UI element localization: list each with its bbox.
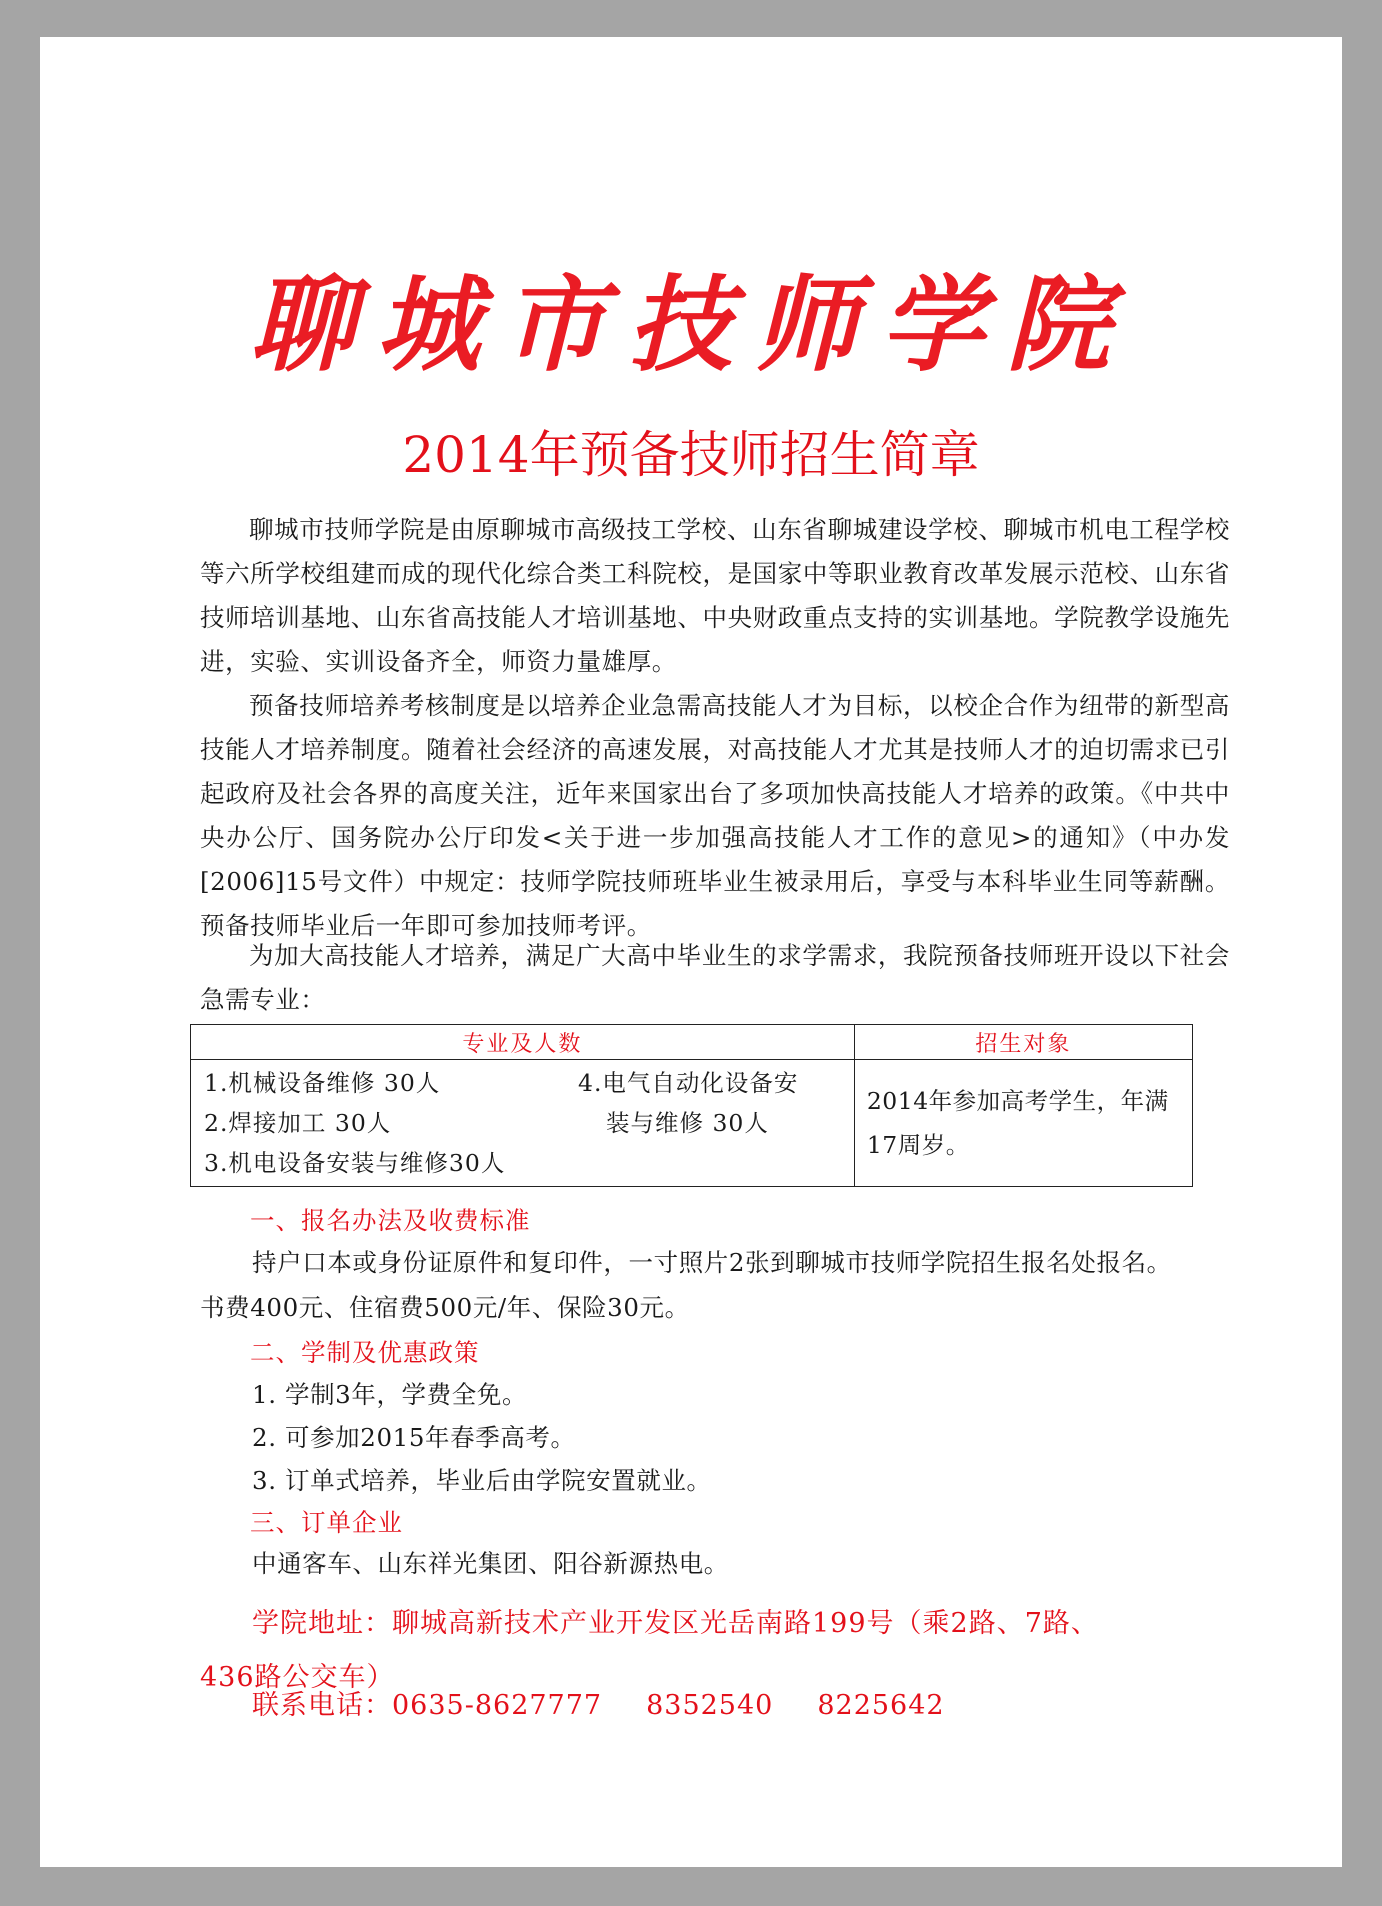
majors-cell [191, 1060, 855, 1187]
major-item: 4.电气自动化设备安 [578, 1069, 799, 1097]
major-item: 装与维修 30人 [606, 1109, 769, 1137]
major-item: 3.机电设备安装与维修30人 [204, 1149, 506, 1177]
target-cell: 2014年参加高考学生，年满17周岁。 [854, 1060, 1192, 1187]
table-row [191, 1060, 1193, 1187]
school-name-title: 聊城市技师学院 [249, 263, 1132, 386]
section-line: 中通客车、山东祥光集团、阳谷新源热电。 [252, 1549, 729, 1578]
section-line: 2. 可参加2015年春季高考。 [252, 1423, 576, 1452]
section-title-registration: 一、报名办法及收费标准 [250, 1206, 531, 1235]
major-item: 2.焊接加工 30人 [204, 1109, 392, 1137]
section-line: 书费400元、住宿费500元/年、保险30元。 [200, 1293, 690, 1322]
header-majors: 专业及人数 [191, 1025, 855, 1060]
section-line: 持户口本或身份证原件和复印件，一寸照片2张到聊城市技师学院招生报名处报名。 [252, 1248, 1172, 1277]
intro-paragraph [200, 508, 1230, 684]
section-title-companies: 三、订单企业 [250, 1508, 403, 1537]
phone-number: 8352540 [646, 1690, 774, 1721]
section-line: 3. 订单式培养，毕业后由学院安置就业。 [252, 1466, 712, 1495]
majors-intro-paragraph [200, 934, 1230, 1022]
address-line: 436路公交车） [200, 1662, 395, 1693]
contact-phones [252, 1681, 945, 1731]
phone-number: 8225642 [817, 1690, 945, 1721]
address-line: 学院地址：聊城高新技术产业开发区光岳南路199号（乘2路、7路、 [252, 1608, 1099, 1639]
section-title-policy: 二、学制及优惠政策 [250, 1338, 480, 1367]
major-item: 1.机械设备维修 30人 [204, 1069, 441, 1097]
section-line: 1. 学制3年，学费全免。 [252, 1380, 528, 1409]
paragraph-text: 为加大高技能人才培养，满足广大高中毕业生的求学需求，我院预备技师班开设以下社会急需专业： [200, 941, 1230, 1014]
paragraph-text: 预备技师培养考核制度是以培养企业急需高技能人才为目标，以校企合作为纽带的新型高技能人才培养制度。随着社会经济的高速发展，对高技能人才尤其是技师人才的迫切需求已引起政府及社会各界的高度关注，近年来国家出台了多项加快高技能人才培养的政策。《中共中央办公厅、国务院办公厅印发<关于进一步加强高技能人才工作的意见>的通知》（中办发[2006]15号文件）中规定：技师学院技师班毕业生被录用后，享受与本科毕业生同等薪酬。预备技师毕业后一年即可参加技师考评。 [200, 691, 1230, 940]
majors-table [190, 1024, 1193, 1187]
brochure-subtitle: 2014年预备技师招生简章 [402, 426, 980, 484]
phone-label: 联系电话：0635-8627777 [252, 1690, 603, 1721]
header-target: 招生对象 [854, 1025, 1192, 1060]
table-header-row [191, 1025, 1193, 1060]
document-page [40, 37, 1342, 1867]
paragraph-text: 聊城市技师学院是由原聊城市高级技工学校、山东省聊城建设学校、聊城市机电工程学校等六所学校组建而成的现代化综合类工科院校，是国家中等职业教育改革发展示范校、山东省技师培训基地、山东省高技能人才培训基地、中央财政重点支持的实训基地。学院教学设施先进，实验、实训设备齐全，师资力量雄厚。 [200, 515, 1230, 676]
system-paragraph [200, 684, 1230, 948]
